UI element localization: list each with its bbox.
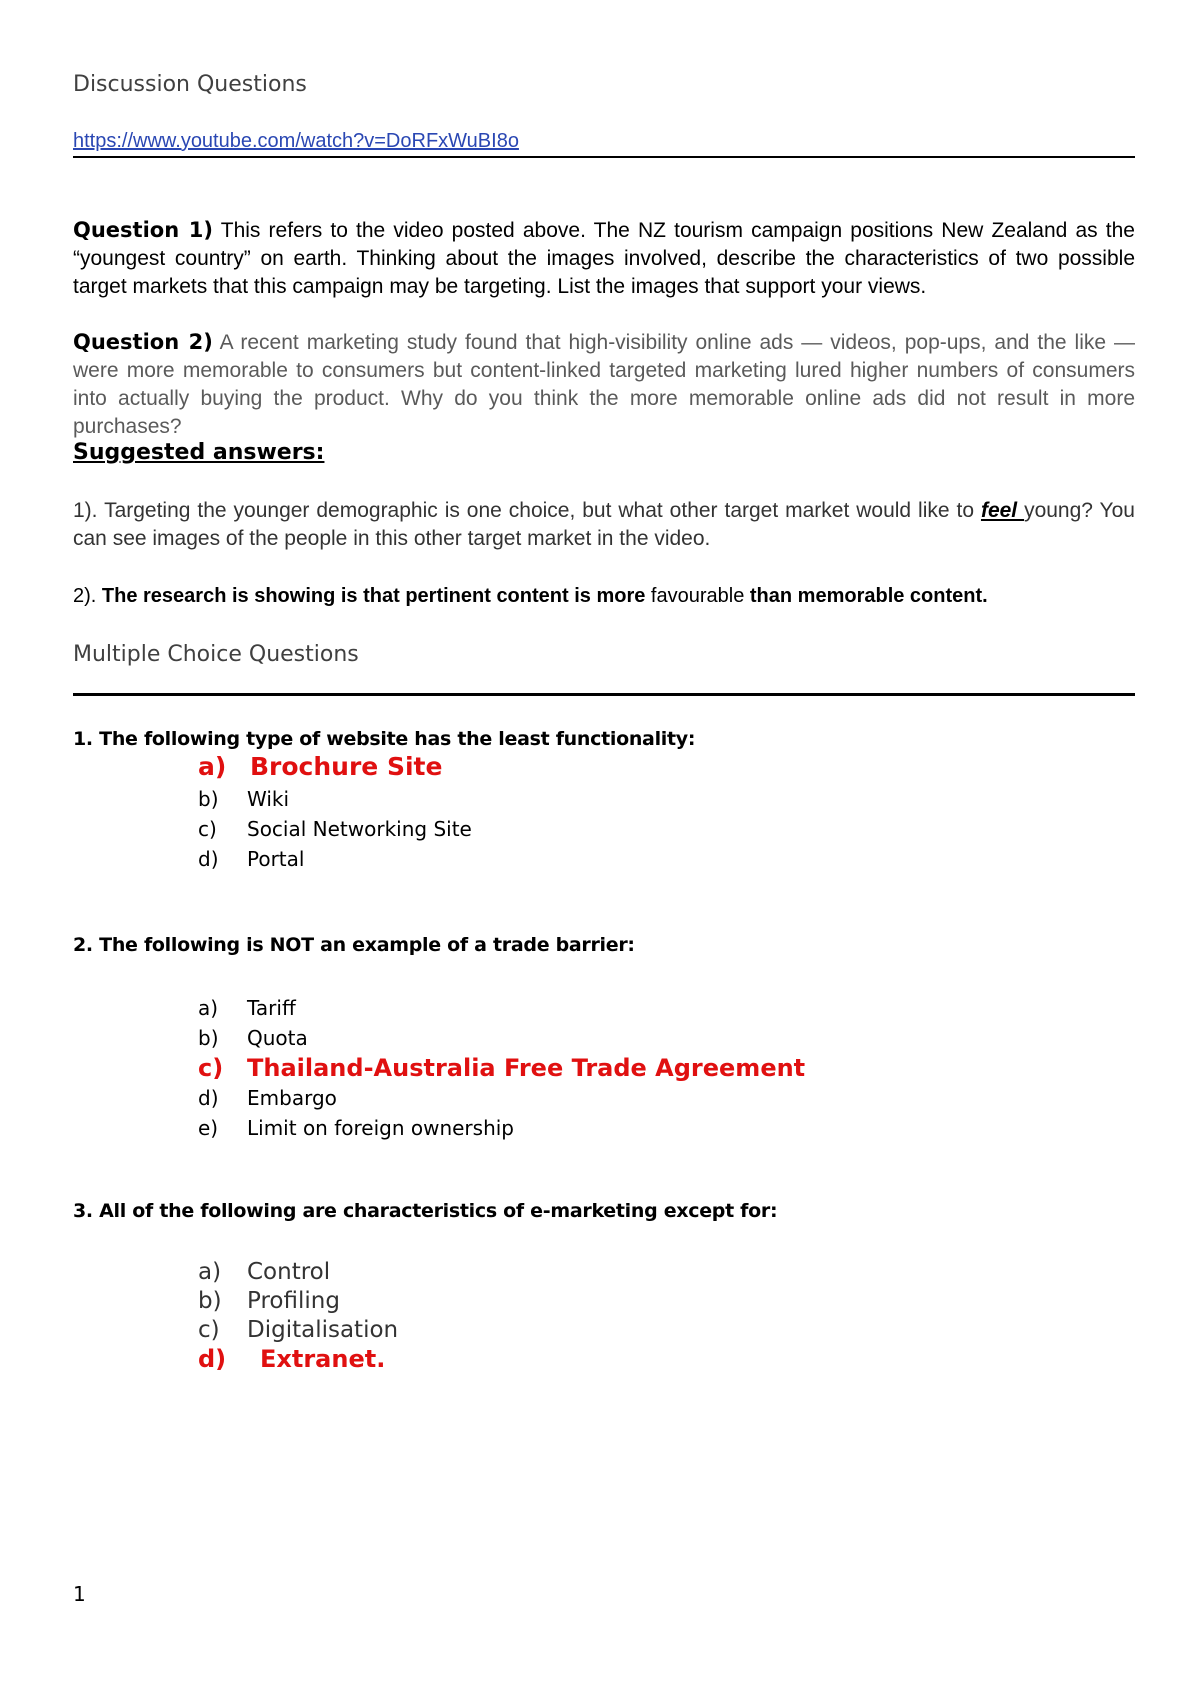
answer-2 [73, 582, 1135, 610]
option-text: Digitalisation [247, 1317, 399, 1343]
mcq-3-option-d [198, 1345, 398, 1374]
answer-1-text-end: young? You can see images of the people in this other target market in the video. [73, 499, 1135, 550]
mcq-1-option-b [198, 784, 472, 814]
page-number: 1 [73, 1582, 86, 1606]
option-key: e) [198, 1116, 219, 1140]
answer-1 [73, 497, 1135, 553]
question-1-label: Question 1) [73, 218, 213, 242]
option-text: Social Networking Site [247, 817, 472, 841]
option-key: c) [198, 1054, 224, 1082]
mcq-1-option-d [198, 844, 472, 874]
option-key: a) [198, 996, 219, 1020]
option-text: Wiki [247, 787, 290, 811]
discussion-heading: Discussion Questions [73, 72, 307, 97]
answer-1-text-start: 1). Targeting the younger demographic is one choice, but what other target market would like to [73, 499, 981, 522]
option-text: Limit on foreign ownership [247, 1116, 515, 1140]
question-2 [73, 328, 1135, 441]
option-key: d) [198, 1086, 219, 1110]
question-1-text: This refers to the video posted above. The NZ tourism campaign positions New Zealand as the “youngest country” on earth. Thinking about the images involved, describe the characteristics of two possible target markets that this campaign may be targeting. List the images that support your views. [73, 219, 1135, 298]
video-link[interactable]: https://www.youtube.com/watch?v=DoRFxWuBI8o [73, 130, 519, 152]
mcq-2-option-c [198, 1053, 805, 1083]
option-text: Control [247, 1259, 331, 1285]
mcq-2-option-d [198, 1083, 805, 1113]
option-key: b) [198, 1288, 222, 1314]
video-link-row [73, 130, 1135, 158]
option-key: d) [198, 1345, 227, 1373]
question-1 [73, 216, 1135, 301]
option-key: d) [198, 847, 219, 871]
option-key: c) [198, 817, 217, 841]
option-text: Portal [247, 847, 305, 871]
option-key: a) [198, 1259, 222, 1285]
option-text: Extranet. [260, 1345, 386, 1373]
question-2-label: Question 2) [73, 330, 213, 354]
option-key: c) [198, 1317, 220, 1343]
mcq-1-option-c [198, 814, 472, 844]
answer-2-bold-start: The research is showing is that pertinent content is more [101, 585, 651, 607]
answer-2-number: 2). [73, 585, 102, 607]
mcq-heading: Multiple Choice Questions [73, 642, 359, 667]
mcq-2-options [198, 993, 805, 1143]
answer-2-bold-end: than memorable content. [744, 585, 988, 607]
suggested-answers-heading: Suggested answers: [73, 440, 325, 465]
option-text: Profiling [247, 1288, 340, 1314]
mcq-1-title: 1. The following type of website has the least functionality: [73, 728, 696, 750]
option-text: Tariff [247, 996, 296, 1020]
option-text: Thailand-Australia Free Trade Agreement [247, 1054, 806, 1082]
mcq-3-option-b [198, 1287, 398, 1316]
mcq-2-title: 2. The following is NOT an example of a trade barrier: [73, 934, 635, 956]
mcq-1-option-a [198, 750, 472, 784]
mcq-1-options [198, 750, 472, 874]
option-text: Embargo [247, 1086, 337, 1110]
answer-2-normal-word: favourable [650, 585, 745, 607]
mcq-3-title: 3. All of the following are characteristics of e-marketing except for: [73, 1200, 778, 1222]
mcq-3-option-a [198, 1258, 398, 1287]
option-text: Quota [247, 1026, 308, 1050]
option-key: b) [198, 787, 219, 811]
option-text: Brochure Site [250, 752, 443, 781]
mcq-2-option-e [198, 1113, 805, 1143]
mcq-3-options [198, 1258, 398, 1374]
answer-1-emphasis: feel [980, 499, 1025, 522]
mcq-3-option-c [198, 1316, 398, 1345]
option-key: a) [198, 752, 227, 781]
option-key: b) [198, 1026, 219, 1050]
mcq-divider [73, 693, 1135, 696]
mcq-2-option-a [198, 993, 805, 1023]
question-2-text: A recent marketing study found that high-visibility online ads — videos, pop-ups, and the like — were more memorable to consumers but content-linked targeted marketing lured higher numbers of consumers into actually buying the product. Why do you think the more memorable online ads did not result in more purchases? [73, 331, 1135, 438]
mcq-2-option-b [198, 1023, 805, 1053]
